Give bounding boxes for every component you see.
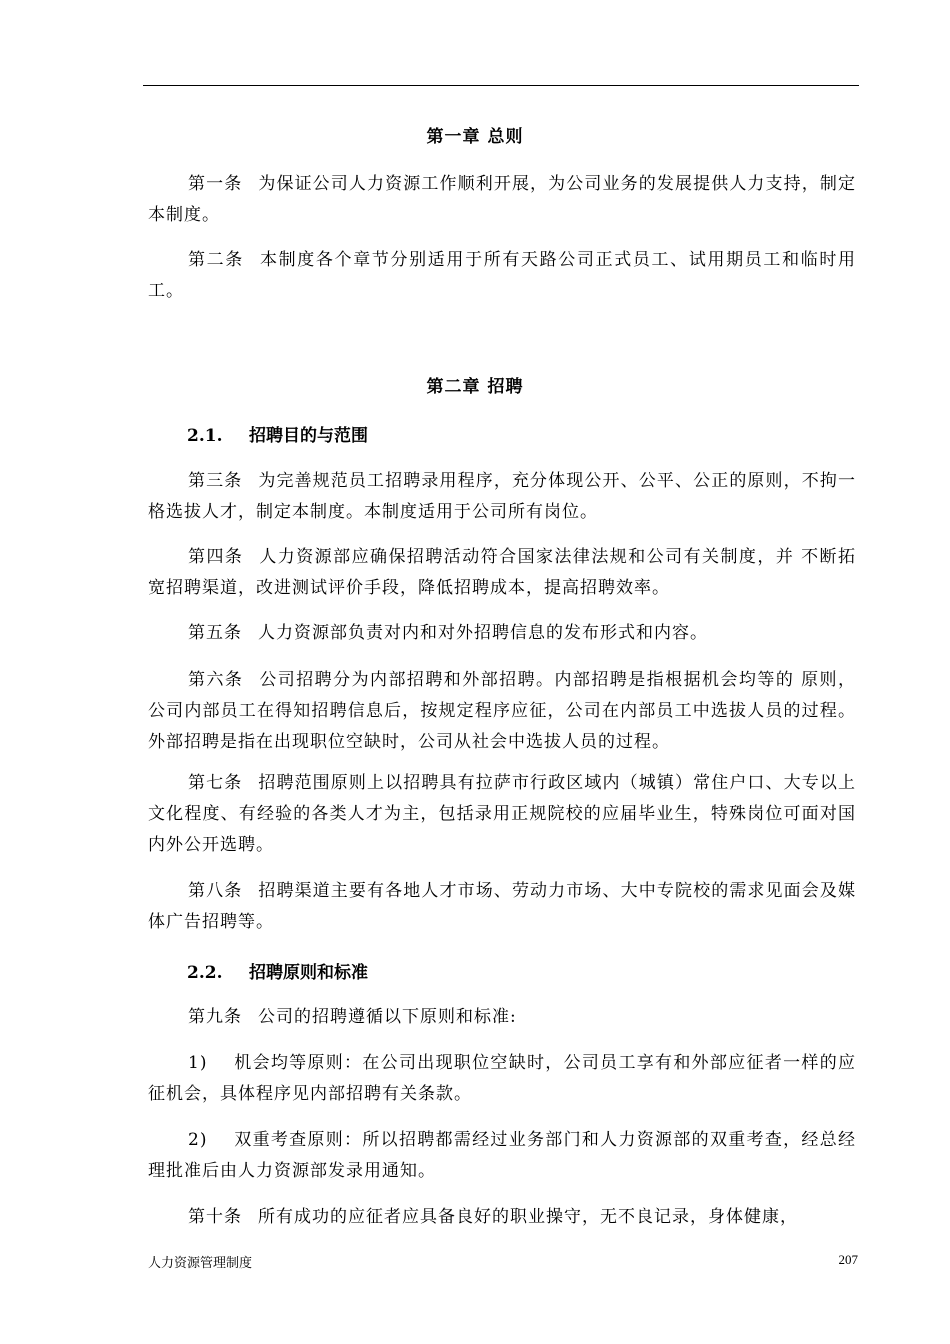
article-9	[148, 1002, 856, 1033]
article-2	[148, 245, 856, 307]
article-10	[148, 1202, 856, 1233]
article-8	[148, 876, 856, 938]
header-rule	[143, 85, 859, 86]
article-4-text: 人力资源部应确保招聘活动符合国家法律法规和公司有关制度，并 不断拓宽招聘渠道，改进测试评价手段，降低招聘成本，提高招聘效率。	[148, 547, 857, 598]
article-6	[148, 665, 856, 758]
article-7-text: 招聘范围原则上以招聘具有拉萨市行政区域内（城镇）常住户口、大专以上文化程度、有经验的各类人才为主，包括录用正规院校的应届毕业生，特殊岗位可面对国内外公开选聘。	[148, 773, 856, 855]
chapter-2-title: 第二章 招聘	[426, 377, 524, 397]
article-8-lead: 第八条	[188, 881, 243, 901]
principle-item-1-number: 1)	[188, 1053, 208, 1073]
article-4	[148, 542, 856, 604]
article-8-text: 招聘渠道主要有各地人才市场、劳动力市场、大中专院校的需求见面会及媒体广告招聘等。	[148, 881, 856, 932]
section-2-2-title: 招聘原则和标准	[249, 963, 368, 983]
article-2-lead: 第二条	[188, 250, 244, 270]
article-9-text: 公司的招聘遵循以下原则和标准:	[258, 1007, 517, 1027]
article-6-lead: 第六条	[188, 670, 244, 690]
section-2-1	[187, 421, 368, 446]
article-1-text: 为保证公司人力资源工作顺利开展，为公司业务的发展提供人力支持，制定本制度。	[148, 174, 856, 225]
article-7-lead: 第七条	[188, 773, 243, 793]
article-7	[148, 768, 856, 861]
article-3-text: 为完善规范员工招聘录用程序，充分体现公开、公平、公正的原则，不拘一格选拔人才，制定本制度。本制度适用于公司所有岗位。	[148, 471, 856, 522]
principle-item-1-text: 机会均等原则：在公司出现职位空缺时，公司员工享有和外部应征者一样的应征机会，具体程序见内部招聘有关条款。	[148, 1053, 856, 1104]
principle-item-2-number: 2)	[188, 1130, 208, 1150]
principle-item-2	[148, 1125, 856, 1187]
section-2-1-number: 2.1.	[187, 426, 223, 446]
article-9-lead: 第九条	[188, 1007, 242, 1027]
chapter-1-title: 第一章 总则	[426, 127, 524, 147]
article-2-text: 本制度各个章节分别适用于所有天路公司正式员工、试用期员工和临时用工。	[148, 250, 857, 301]
article-3-lead: 第三条	[188, 471, 243, 491]
article-5-lead: 第五条	[188, 623, 242, 643]
article-3	[148, 466, 856, 528]
article-4-lead: 第四条	[188, 547, 244, 567]
principle-item-1	[148, 1048, 856, 1110]
footer-document-title: 人力资源管理制度	[148, 1256, 253, 1271]
article-5	[148, 618, 856, 649]
principle-item-2-text: 双重考查原则：所以招聘都需经过业务部门和人力资源部的双重考查，经总经理批准后由人力资源部发录用通知。	[148, 1130, 856, 1181]
section-2-2-number: 2.2.	[187, 963, 223, 983]
article-6-text: 公司招聘分为内部招聘和外部招聘。内部招聘是指根据机会均等的 原则，公司内部员工在得知招聘信息后，按规定程序应征，公司在内部员工中选拔人员的过程。外部招聘是指在出现职位空缺时，公司从社会中选拔人员的过程。	[148, 670, 857, 752]
article-1	[148, 169, 856, 231]
footer-page-number: 207	[838, 1252, 858, 1267]
section-2-2	[187, 958, 368, 983]
article-10-text: 所有成功的应征者应具备良好的职业操守，无不良记录，身体健康，	[258, 1207, 798, 1227]
article-10-lead: 第十条	[188, 1207, 242, 1227]
section-2-1-title: 招聘目的与范围	[249, 426, 368, 446]
article-1-lead: 第一条	[188, 174, 243, 194]
article-5-text: 人力资源部负责对内和对外招聘信息的发布形式和内容。	[258, 623, 708, 643]
